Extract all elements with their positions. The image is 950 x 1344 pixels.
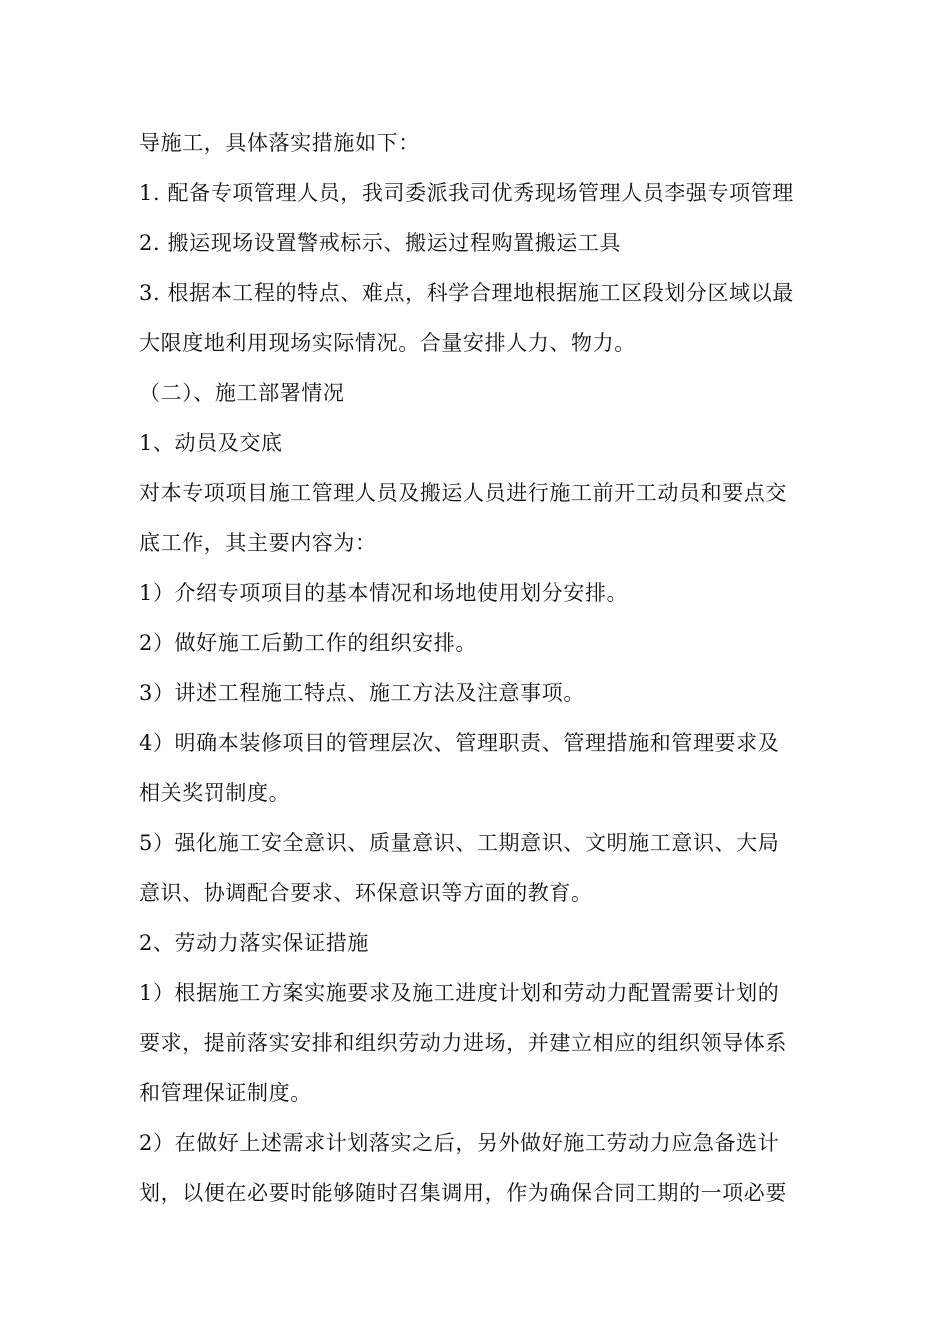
list-item-continuation: 意识、协调配合要求、环保意识等方面的教育。 [139,881,593,905]
paragraph-line: 大限度地利用现场实际情况。合量安排人力、物力。 [139,331,636,355]
list-item: 2）在做好上述需求计划落实之后，另外做好施工劳动力应急备选计 [139,1131,780,1155]
list-item: 5）强化施工安全意识、质量意识、工期意识、文明施工意识、大局 [139,831,780,855]
paragraph-line: 3. 根据本工程的特点、难点，科学合理地根据施工区段划分区域以最 [139,281,794,305]
document-body [139,118,829,1218]
list-item: 2）做好施工后勤工作的组织安排。 [139,631,477,655]
section-heading: （二）、施工部署情况 [139,381,345,405]
list-item-continuation: 要求，提前落实安排和组织劳动力进场，并建立相应的组织领导体系 [139,1031,787,1055]
list-item: 3）讲述工程施工特点、施工方法及注意事项。 [139,681,585,705]
paragraph-line: 导施工，具体落实措施如下： [139,131,420,155]
subsection-heading: 2、劳动力落实保证措施 [139,931,369,955]
list-item-continuation: 相关奖罚制度。 [139,781,291,805]
list-item-continuation: 和管理保证制度。 [139,1081,312,1105]
list-item: 1）根据施工方案实施要求及施工进度计划和劳动力配置需要计划的 [139,981,780,1005]
paragraph-line: 对本专项项目施工管理人员及搬运人员进行施工前开工动员和要点交 [139,481,787,505]
list-item: 4）明确本装修项目的管理层次、管理职责、管理措施和管理要求及 [139,731,780,755]
paragraph-line: 2. 搬运现场设置警戒标示、搬运过程购置搬运工具 [139,231,622,255]
list-item: 1）介绍专项项目的基本情况和场地使用划分安排。 [139,581,629,605]
paragraph-line: 1. 配备专项管理人员，我司委派我司优秀现场管理人员李强专项管理 [139,181,794,205]
subsection-heading: 1、动员及交底 [139,431,283,455]
list-item-continuation: 划，以便在必要时能够随时召集调用，作为确保合同工期的一项必要 [139,1181,787,1205]
paragraph-line: 底工作，其主要内容为： [139,531,377,555]
